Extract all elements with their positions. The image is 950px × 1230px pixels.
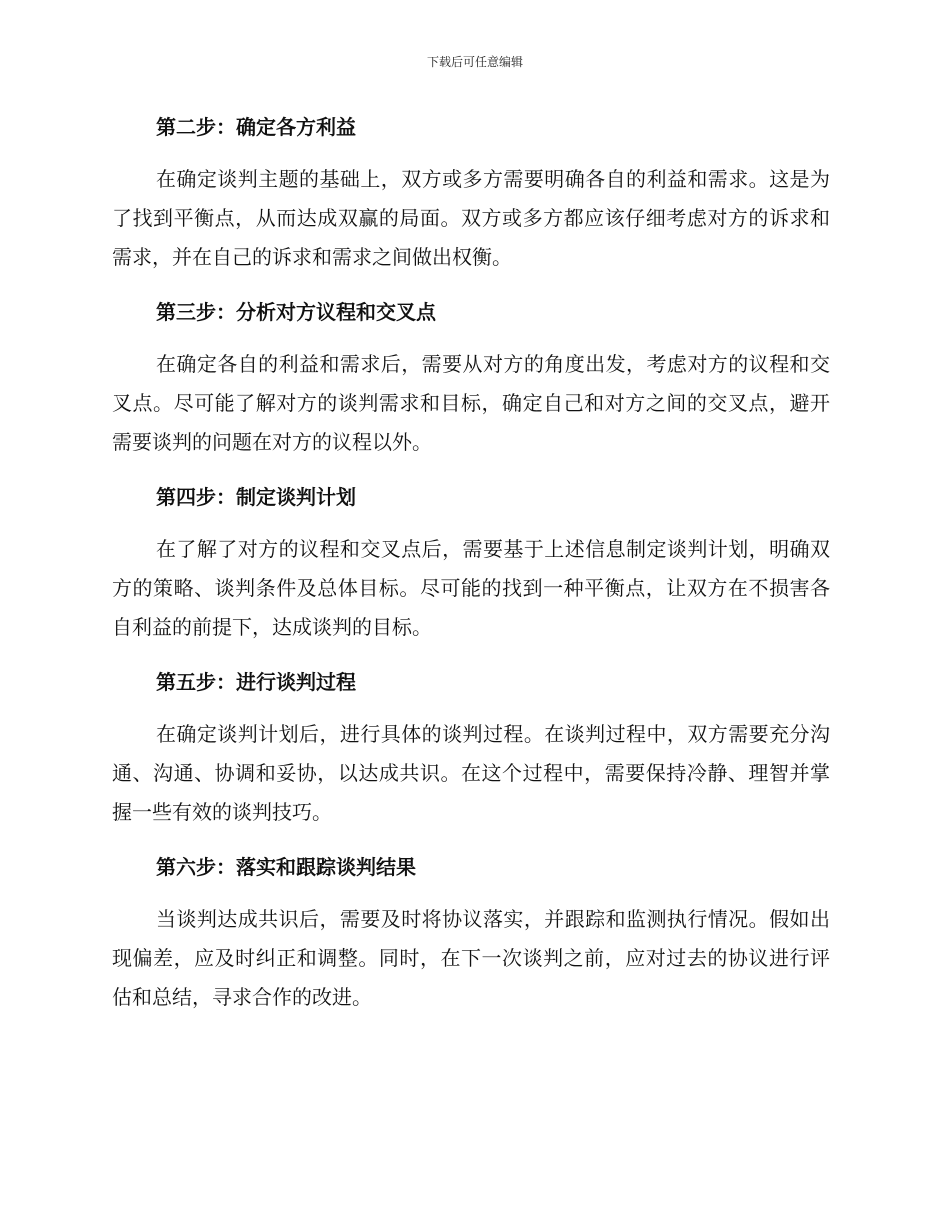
section-paragraph: 在确定谈判计划后，进行具体的谈判过程。在谈判过程中，双方需要充分沟通、沟通、协调和妥协，以达成共识。在这个过程中，需要保持冷静、理智并掌握一些有效的谈判技巧。 xyxy=(112,722,830,824)
page-header: 下载后可任意编辑 xyxy=(426,55,523,69)
section-heading: 第三步：分析对方议程和交叉点 xyxy=(156,300,436,324)
section-paragraph: 当谈判达成共识后，需要及时将协议落实，并跟踪和监测执行情况。假如出现偏差，应及时纠正和调整。同时，在下一次谈判之前，应对过去的协议进行评估和总结，寻求合作的改进。 xyxy=(112,907,830,1009)
section-heading: 第五步：进行谈判过程 xyxy=(156,670,356,694)
section-step-3 xyxy=(112,293,830,462)
section-step-2 xyxy=(112,108,830,277)
section-heading: 第四步：制定谈判计划 xyxy=(156,485,356,509)
section-step-6 xyxy=(112,848,830,1017)
section-paragraph: 在确定各自的利益和需求后，需要从对方的角度出发，考虑对方的议程和交叉点。尽可能了解对方的谈判需求和目标，确定自己和对方之间的交叉点，避开需要谈判的问题在对方的议程以外。 xyxy=(112,352,830,454)
section-paragraph: 在了解了对方的议程和交叉点后，需要基于上述信息制定谈判计划，明确双方的策略、谈判条件及总体目标。尽可能的找到一种平衡点，让双方在不损害各自利益的前提下，达成谈判的目标。 xyxy=(112,537,830,639)
section-step-5 xyxy=(112,663,830,832)
document-content xyxy=(112,108,830,1033)
section-heading: 第二步：确定各方利益 xyxy=(156,115,356,139)
section-heading: 第六步：落实和跟踪谈判结果 xyxy=(156,855,416,879)
section-step-4 xyxy=(112,478,830,647)
section-paragraph: 在确定谈判主题的基础上，双方或多方需要明确各自的利益和需求。这是为了找到平衡点，从而达成双赢的局面。双方或多方都应该仔细考虑对方的诉求和需求，并在自己的诉求和需求之间做出权衡。 xyxy=(112,167,830,269)
